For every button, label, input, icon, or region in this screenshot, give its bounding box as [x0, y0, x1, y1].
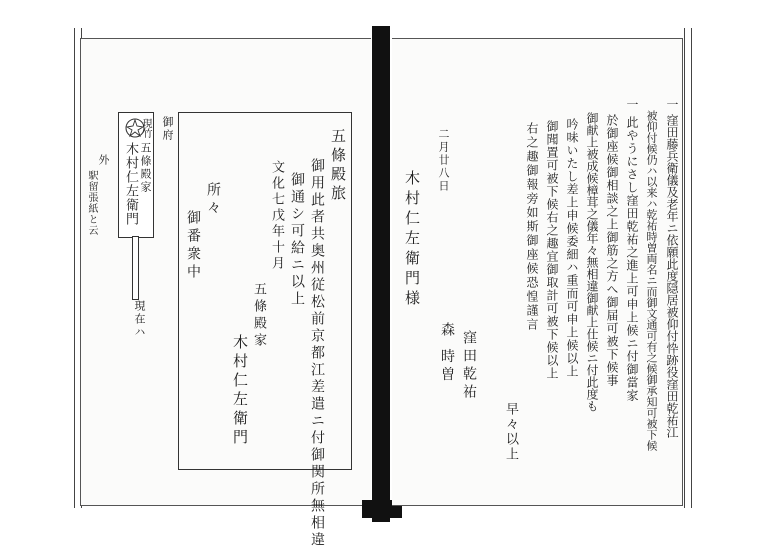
right-line-1: 一 窪田藤兵衛儀及老年ニ依願此度隠居被仰付忰跡役窪田乾祐江	[665, 98, 679, 438]
pass-body-line2: 御通シ可給ニ以上	[289, 172, 305, 308]
right-line-8: 右之趣御報旁如斯御座候恐惶謹言	[525, 122, 539, 332]
right-addressee: 木村仁左衛門様	[403, 170, 421, 310]
pass-address-place: 所々	[205, 182, 221, 218]
pass-body-line1: 御用此者共奥州従松前京都江差遣ニ付御関所無相違	[309, 158, 325, 549]
tag-line1: 五條殿家	[139, 142, 152, 194]
left-annotation-small: 駅留張紙と云	[86, 170, 97, 236]
right-line-4: 於御座候御相談之上御筋之方へ御届可被下候事	[605, 114, 619, 387]
tag-pole	[132, 236, 139, 300]
right-date: 二月廿八日	[437, 128, 450, 193]
left-header: 御府	[161, 116, 174, 142]
right-signer-2: 森 時曽	[439, 322, 455, 385]
pass-sig-name: 木村仁左衛門	[231, 334, 249, 448]
right-closing: 早々以上	[503, 402, 518, 462]
right-line-7: 御聞置可被下候右之趣宜御取計可被下候以上	[545, 120, 559, 380]
page-edge-right	[684, 28, 692, 508]
right-line-5: 御献上被成候樟茸之儀年々無相違御献上仕候ニ付此度も	[585, 112, 599, 412]
left-annotation-status: 現在ハ	[133, 300, 146, 339]
right-line-6: 吟味いたし差上申候委細ハ重而可申上候以上	[565, 118, 579, 378]
right-line-2: 被仰付候仍ハ以来ハ乾祐時曽両名ニ而御文通可有之候御承知可被下候	[645, 110, 658, 451]
pass-sig-house: 五條殿家	[251, 282, 266, 350]
pass-address-to: 御番衆中	[185, 210, 201, 282]
right-line-3: 一 此やうにさし窪田乾祐之進上可申上候ニ付御當家	[625, 98, 639, 402]
tag-small: 現竹	[140, 118, 151, 138]
right-signer-1: 窪田乾祐	[461, 330, 477, 402]
left-annotation-gaiji: 外	[97, 154, 110, 167]
book-spine	[372, 26, 390, 522]
pass-date: 文化七戊年十月	[269, 160, 284, 272]
pass-title: 五條殿旅	[329, 128, 347, 204]
tag-line2: 木村仁左衛門	[123, 142, 138, 226]
